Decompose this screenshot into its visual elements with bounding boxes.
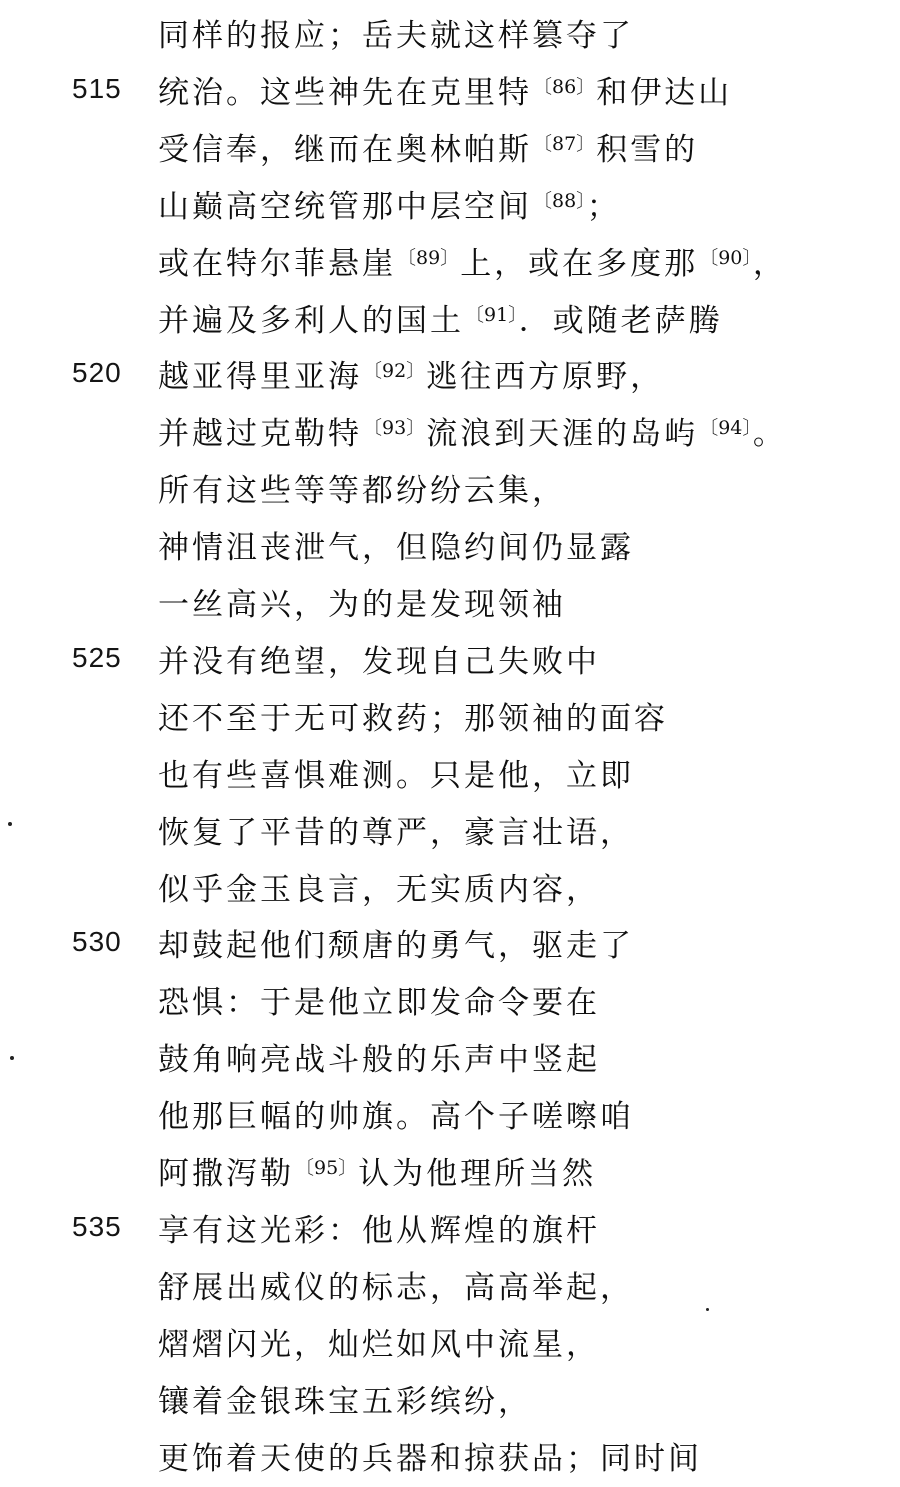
- poem-line-text: [158, 1262, 634, 1307]
- text-segment: 同样的报应；岳夫就这样篡夺了: [158, 18, 634, 54]
- poem-line-text: [158, 465, 566, 510]
- poem-line-text: [158, 522, 634, 567]
- poem-line-text: [158, 67, 732, 112]
- poem-line-text: [158, 10, 634, 55]
- text-segment: 认为他理所当然: [358, 1156, 597, 1192]
- text-segment: 并没有绝望，发现自己失败中: [158, 643, 600, 680]
- footnote-marker: 〔89〕: [397, 246, 460, 269]
- text-segment: ，: [752, 245, 787, 282]
- poem-line-text: [158, 238, 787, 283]
- text-segment: 阿撒泻勒: [158, 1156, 294, 1192]
- poem-line-text: [158, 1091, 634, 1136]
- text-segment: 。: [752, 416, 787, 453]
- line-number: 525: [72, 641, 122, 673]
- poem-line-text: [158, 636, 600, 681]
- text-segment: 山巅高空统管那中层空间: [158, 188, 532, 225]
- text-segment: 积雪的: [596, 131, 699, 168]
- poem-line-text: [158, 351, 664, 396]
- poem-line: [0, 65, 900, 121]
- poem-line: [0, 122, 900, 178]
- text-segment: ；: [586, 188, 621, 225]
- poem-line: [0, 634, 900, 690]
- scan-speck: [706, 1308, 709, 1311]
- text-segment: 鼓角响亮战斗般的乐声中竖起: [158, 1042, 600, 1079]
- text-segment: 舒展出威仪的标志，高高举起，: [158, 1269, 634, 1306]
- poem-line: [0, 236, 900, 292]
- text-segment: 并遍及多利人的国土: [158, 302, 464, 339]
- text-segment: 还不至于无可救药；那领袖的面容: [158, 700, 668, 737]
- text-segment: 所有这些等等都纷纷云集，: [158, 473, 566, 510]
- footnote-marker: 〔93〕: [363, 417, 426, 440]
- text-segment: 却鼓起他们颓唐的勇气，驱走了: [158, 928, 634, 965]
- poem-line-text: [158, 1433, 702, 1478]
- poem-line-text: [158, 295, 723, 340]
- poem-line-text: [158, 807, 634, 852]
- text-segment: 恢复了平昔的尊严，豪言壮语，: [158, 814, 634, 851]
- text-segment: 享有这光彩：他从辉煌的旗杆: [158, 1212, 600, 1249]
- poem-line: [0, 8, 900, 64]
- text-segment: 越亚得里亚海: [158, 359, 362, 396]
- text-segment: 统治。这些神先在克里特: [158, 74, 532, 111]
- poem-line: [0, 748, 900, 804]
- text-segment: 逃往西方原野，: [426, 359, 665, 396]
- footnote-marker: 〔86〕: [533, 75, 596, 98]
- poem-line-text: [158, 750, 634, 795]
- footnote-marker: 〔88〕: [533, 189, 586, 212]
- footnote-marker: 〔91〕: [465, 303, 518, 326]
- poem-line: [0, 577, 900, 633]
- text-segment: 他那巨幅的帅旗。高个子嗟嚓咱: [158, 1099, 634, 1136]
- poem-line-text: [158, 579, 566, 624]
- poem-line: [0, 349, 900, 405]
- poem-line: [0, 520, 900, 576]
- text-segment: 神情沮丧泄气，但隐约间仍显露: [158, 530, 634, 567]
- text-segment: 和伊达山: [596, 74, 733, 111]
- poem-line-text: [158, 1205, 600, 1250]
- poem-line-text: [158, 693, 668, 738]
- footnote-marker: 〔94〕: [699, 417, 752, 440]
- poem-line: [0, 1089, 900, 1145]
- poem-line-text: [158, 1034, 600, 1079]
- line-number: 530: [72, 926, 122, 958]
- scan-speck: [10, 1056, 14, 1060]
- footnote-marker: 〔90〕: [699, 246, 752, 269]
- poem-line-text: [158, 408, 787, 453]
- text-segment: 或在特尔菲悬崖: [158, 245, 396, 282]
- poem-line: [0, 691, 900, 747]
- poem-line-text: [158, 1376, 532, 1421]
- poem-line: [0, 1146, 900, 1202]
- footnote-marker: 〔95〕: [295, 1157, 358, 1179]
- poem-line-text: [158, 1319, 600, 1364]
- poem-line: [0, 1032, 900, 1088]
- poem-line: [0, 293, 900, 349]
- line-number: 515: [72, 72, 122, 104]
- poem-line-text: [158, 1148, 596, 1193]
- poem-line: [0, 1203, 900, 1259]
- footnote-marker: 〔87〕: [533, 132, 596, 155]
- poem-line: [0, 862, 900, 918]
- poem-line: [0, 463, 900, 519]
- text-segment: 似乎金玉良言，无实质内容，: [158, 871, 600, 908]
- text-segment: 受信奉，继而在奥林帕斯: [158, 131, 532, 168]
- text-segment: ．或随老萨腾: [518, 302, 723, 339]
- poem-line-text: [158, 864, 600, 909]
- poem-line: [0, 918, 900, 974]
- text-segment: 更饰着天使的兵器和掠获品；同时间: [158, 1440, 702, 1477]
- text-segment: 熠熠闪光，灿烂如风中流星，: [158, 1326, 600, 1363]
- poem-line: [0, 406, 900, 462]
- poem-line: [0, 805, 900, 861]
- scan-speck: [8, 822, 12, 826]
- poem-line-text: [158, 977, 600, 1022]
- footnote-marker: 〔92〕: [363, 360, 426, 383]
- text-segment: 并越过克勒特: [158, 416, 362, 453]
- poem-line: [0, 1317, 900, 1373]
- text-segment: 也有些喜惧难测。只是他，立即: [158, 757, 634, 794]
- text-segment: 恐惧：于是他立即发命令要在: [158, 985, 600, 1022]
- poem-line: [0, 1260, 900, 1316]
- poem-line: [0, 179, 900, 235]
- poem-line-text: [158, 181, 621, 226]
- text-segment: 一丝高兴，为的是发现领袖: [158, 587, 566, 623]
- poem-line: [0, 975, 900, 1031]
- line-number: 535: [72, 1210, 122, 1242]
- poem-line: [0, 1374, 900, 1430]
- text-segment: 上，或在多度那: [460, 245, 699, 282]
- poem-line-text: [158, 920, 634, 965]
- line-number: 520: [72, 357, 122, 389]
- text-segment: 镶着金银珠宝五彩缤纷，: [158, 1383, 532, 1420]
- poem-line-text: [158, 124, 698, 169]
- poem-line: [0, 1431, 900, 1487]
- text-segment: 流浪到天涯的岛屿: [426, 416, 699, 453]
